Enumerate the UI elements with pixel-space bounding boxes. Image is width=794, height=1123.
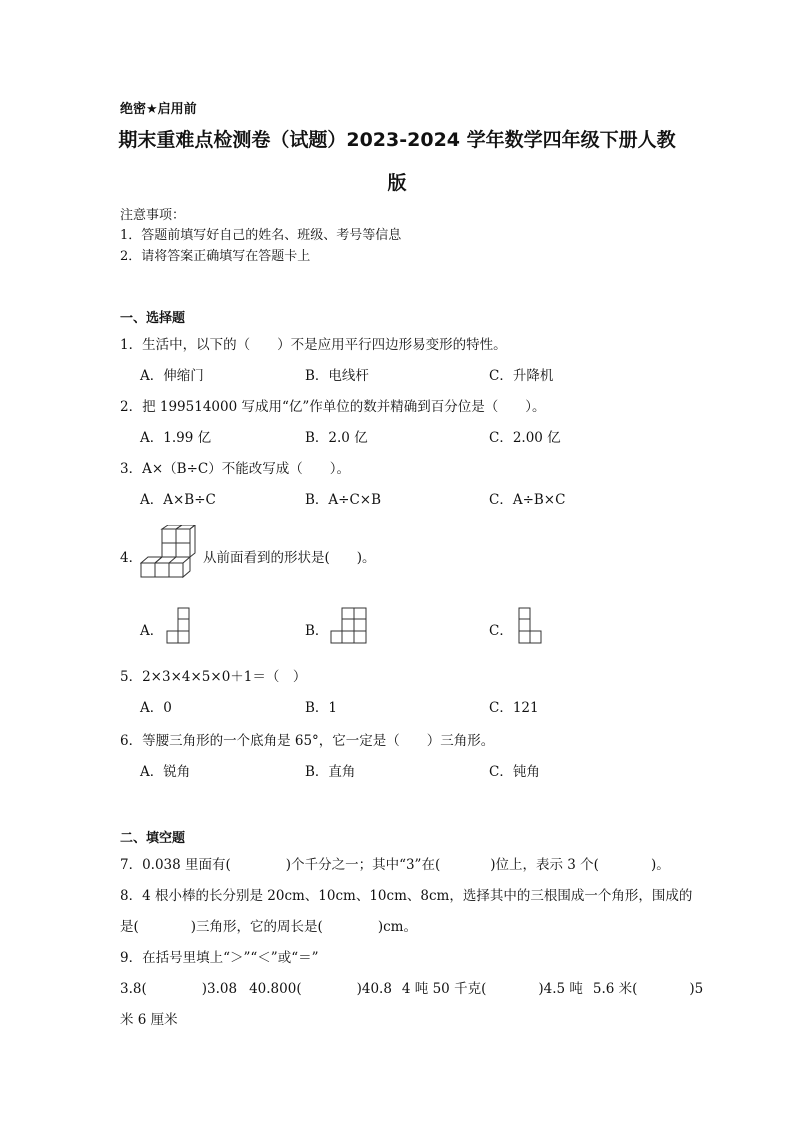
question-9-row	[120, 977, 703, 997]
q7-part: )个千分之一；其中“3”在(	[285, 857, 441, 873]
option-b-view-figure	[330, 607, 368, 645]
cube-stack-figure	[140, 525, 196, 581]
secret-label: 绝密★启用前	[120, 102, 197, 117]
option-a: A．锐角	[140, 764, 191, 780]
question-stem: 6．等腰三角形的一个底角是 65°，它一定是（ ）三角形。	[120, 733, 495, 749]
option-c: C．	[489, 623, 513, 639]
q9-part: 4 吨 50 千克(	[401, 981, 487, 997]
option-c: C．2.00 亿	[489, 430, 561, 446]
exam-title-line2: 版	[387, 172, 407, 194]
q9-part: 40.800(	[249, 981, 302, 997]
question-number: 4．	[120, 550, 143, 566]
q9-part: )5	[689, 981, 704, 997]
q7-part: 7．0.038 里面有(	[120, 857, 231, 873]
section-title-choice: 一、选择题	[120, 311, 186, 326]
option-b: B．	[305, 623, 329, 639]
question-8-line2	[120, 915, 417, 935]
option-a-view-figure	[166, 607, 192, 645]
question-9-stem: 9．在括号里填上“＞”“＜”或“＝”	[120, 950, 319, 966]
q7-part: )。	[650, 857, 670, 873]
notice-heading: 注意事项：	[120, 208, 186, 223]
question-stem: 5．2×3×4×5×0＋1＝（ ）	[120, 669, 307, 685]
option-b: B．2.0 亿	[305, 430, 368, 446]
question-9-row-continued: 米 6 厘米	[120, 1012, 178, 1028]
option-b: B．直角	[305, 764, 356, 780]
option-b: B．电线杆	[305, 368, 369, 384]
q8-part: )三角形，它的周长是(	[190, 919, 323, 935]
option-a: A．0	[140, 700, 172, 716]
notice-item-1: 1．答题前填写好自己的姓名、班级、考号等信息	[120, 228, 402, 243]
option-a: A．A×B÷C	[140, 492, 216, 508]
section-title-fill: 二、填空题	[120, 831, 186, 846]
option-c-view-figure	[516, 607, 544, 645]
question-stem: 2．把 199514000 写成用“亿”作单位的数并精确到百分位是（ ）。	[120, 399, 546, 415]
question-8-line1: 8．4 根小棒的长分别是 20cm、10cm、10cm、8cm，选择其中的三根围成一个角形，围成的	[120, 888, 693, 904]
option-a: A．伸缩门	[140, 368, 204, 384]
exam-title-line1: 期末重难点检测卷（试题）2023-2024 学年数学四年级下册人教	[118, 129, 676, 151]
q9-part: 3.8(	[120, 981, 147, 997]
question-stem: 从前面看到的形状是( )。	[203, 550, 376, 566]
q8-part: )cm。	[377, 919, 417, 935]
option-a: A．	[140, 623, 164, 639]
option-c: C．121	[489, 700, 539, 716]
question-stem: 1．生活中，以下的（ ）不是应用平行四边形易变形的特性。	[120, 337, 507, 353]
q7-part: )位上，表示 3 个(	[490, 857, 599, 873]
question-7	[120, 853, 670, 873]
option-c: C．钝角	[489, 764, 540, 780]
q9-part: 5.6 米(	[592, 981, 638, 997]
question-stem: 3．A×（B÷C）不能改写成（ ）。	[120, 461, 350, 477]
q9-part: )3.08	[201, 981, 238, 997]
notice-item-2: 2．请将答案正确填写在答题卡上	[120, 249, 311, 264]
option-b: B．1	[305, 700, 338, 716]
q9-part: )4.5 吨	[538, 981, 583, 997]
option-a: A．1.99 亿	[140, 430, 212, 446]
option-c: C．A÷B×C	[489, 492, 566, 508]
q8-part: 是(	[120, 919, 139, 935]
option-b: B．A÷C×B	[305, 492, 382, 508]
q9-part: )40.8	[356, 981, 392, 997]
option-c: C．升降机	[489, 368, 554, 384]
